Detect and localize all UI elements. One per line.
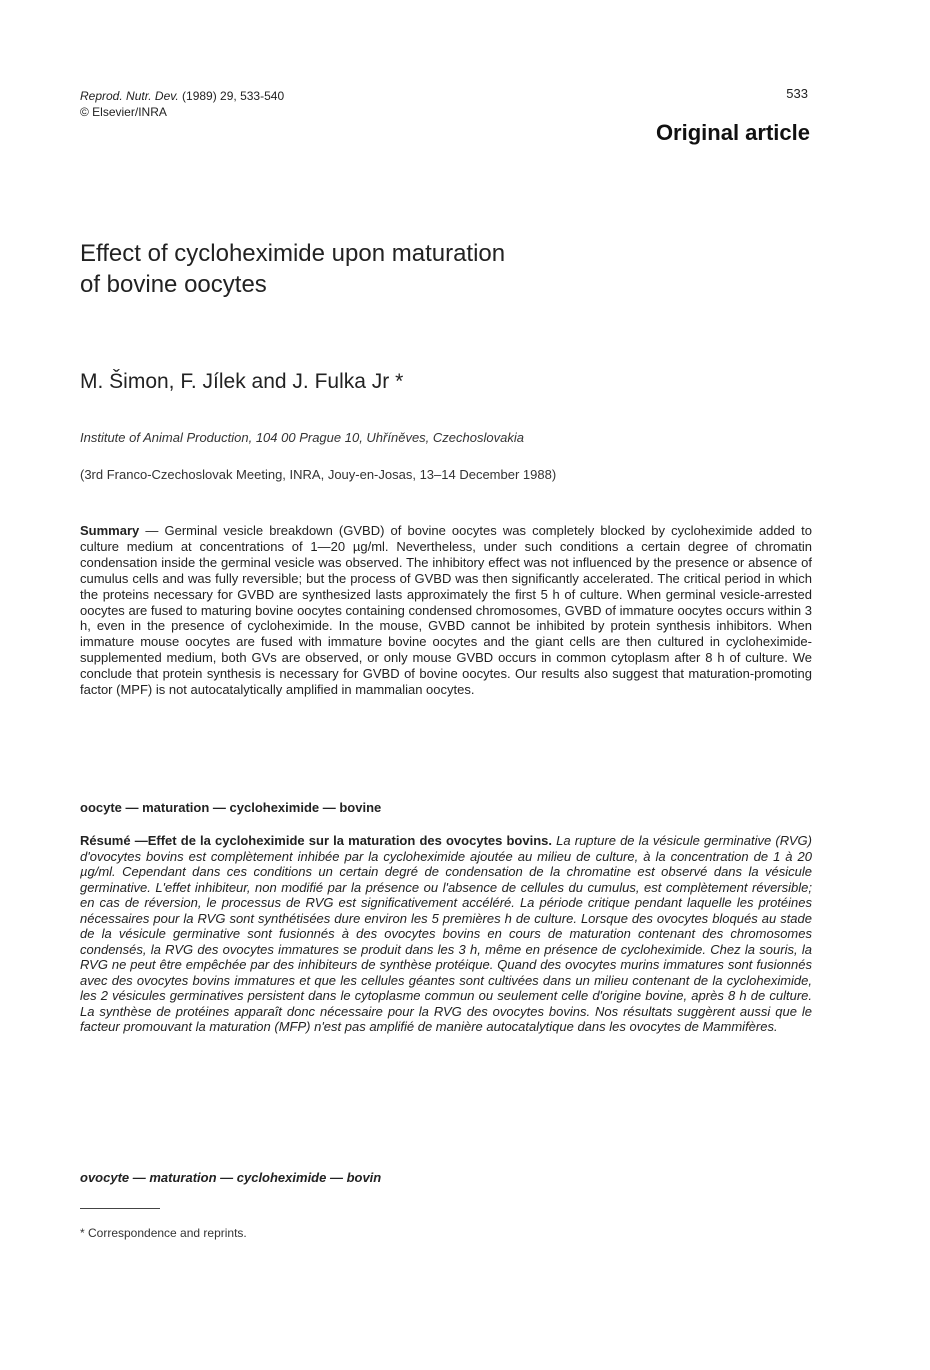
affiliation: Institute of Animal Production, 104 00 Prague 10, Uhříněves, Czechoslovakia [80,430,524,445]
meeting-note: (3rd Franco-Czechoslovak Meeting, INRA, Jouy-en-Josas, 13–14 December 1988) [80,467,557,482]
resume-paragraph [80,833,812,1035]
title-line-2: of bovine oocytes [80,271,267,298]
keywords-french: ovocyte — maturation — cycloheximide — bovin [80,1170,382,1185]
keywords-english: oocyte — maturation — cycloheximide — bovine [80,800,382,815]
article-type: Original article [655,120,810,145]
footnote: * Correspondence and reprints. [80,1226,247,1240]
title-line-1: Effect of cycloheximide upon maturation [80,240,506,267]
footnote-divider [80,1208,160,1209]
author-list: M. Šimon, F. Jílek and J. Fulka Jr * [80,370,404,393]
journal-name: Reprod. Nutr. Dev. [80,89,179,103]
summary-paragraph [80,523,812,698]
journal-header [80,88,284,120]
resume-heading: Résumé —Effet de la cycloheximide sur la maturation des ovocytes bovins. [80,833,552,848]
article-title [80,238,680,300]
citation-details: (1989) 29, 533-540 [178,89,285,103]
resume-text: La rupture de la vésicule germinative (RVG) d'ovocytes bovins est complètement inhibée par la cycloheximide ajoutée au milieu de culture, à la concentration de 1 à 20 µg/ml. Cependant dans ces conditions un certain degré de condensation de la chromatine est observé dans la vésicule germinative. L'effet inhibiteur, non modifié par la présence ou l'absence de cellules du cumulus, est complètement réversible; en cas de réversion, le processus de RVG est significativement accéléré. La période critique pendant laquelle les protéines nécessaires pour la RVG sont synthétisées dure environ les 5 premières h de culture. Lorsque des ovocytes bloqués au stade de la vésicule germinative sont fusionnés à des ovocytes bovins en cours de maturation contenant des chromosomes condensés, la RVG des ovocytes immatures se produit dans les 3 h, même en présence de cycloheximide. Chez la souris, la RVG ne peut être empêchée par des inhibiteurs de synthèse protéique. Quand des ovocytes murins immatures sont fusionnés avec des ovocytes bovins immatures et que les cellules géantes sont cultivées dans un milieu contenant de la cycloheximide, les 2 vésicules germinatives persistent dans le cytoplasme commun ou seulement celle d'origine bovine, après 8 h de culture. La synthèse de protéines apparaît donc nécessaire pour la RVG des ovocytes bovins. Nos résultats suggèrent aussi que le facteur promouvant la maturation (MFP) n'est pas amplifié de manière autocatalytique dans les ovocytes de Mammifères. [80,833,812,1034]
summary-heading: Summary [80,523,140,538]
page-number: 533 [786,86,808,101]
copyright-line: © Elsevier/INRA [80,105,167,119]
journal-citation [80,88,284,104]
summary-text: — Germinal vesicle breakdown (GVBD) of bovine oocytes was completely blocked by cycloheximide added to culture medium at concentrations of 1—20 µg/ml. Nevertheless, under such conditions a certain degree of chromatin condensation inside the germinal vesicle was observed. The inhibitory effect was not influenced by the presence or absence of cumulus cells and was fully reversible; but the process of GVBD was then significantly accelerated. The critical period in which the proteins necessary for GVBD are synthesized lasts approximately the first 5 h of culture. When germinal vesicle-arrested oocytes are fused to maturing bovine oocytes containing condensed chromosomes, GVBD of immature oocytes occurs within 3 h, even in the presence of cycloheximide. In the mouse, GVBD cannot be inhibited by protein synthesis inhibitors. When immature mouse oocytes are fused with immature bovine oocytes and the giant cells are then cultured in cycloheximide-supplemented medium, both GVs are observed, or only mouse GVBD occurs in common cytoplasm after 8 h of culture. We conclude that protein synthesis is necessary for GVBD of bovine oocytes. Our results also suggest that maturation-promoting factor (MPF) is not autocatalytically amplified in mammalian oocytes. [80,523,812,698]
